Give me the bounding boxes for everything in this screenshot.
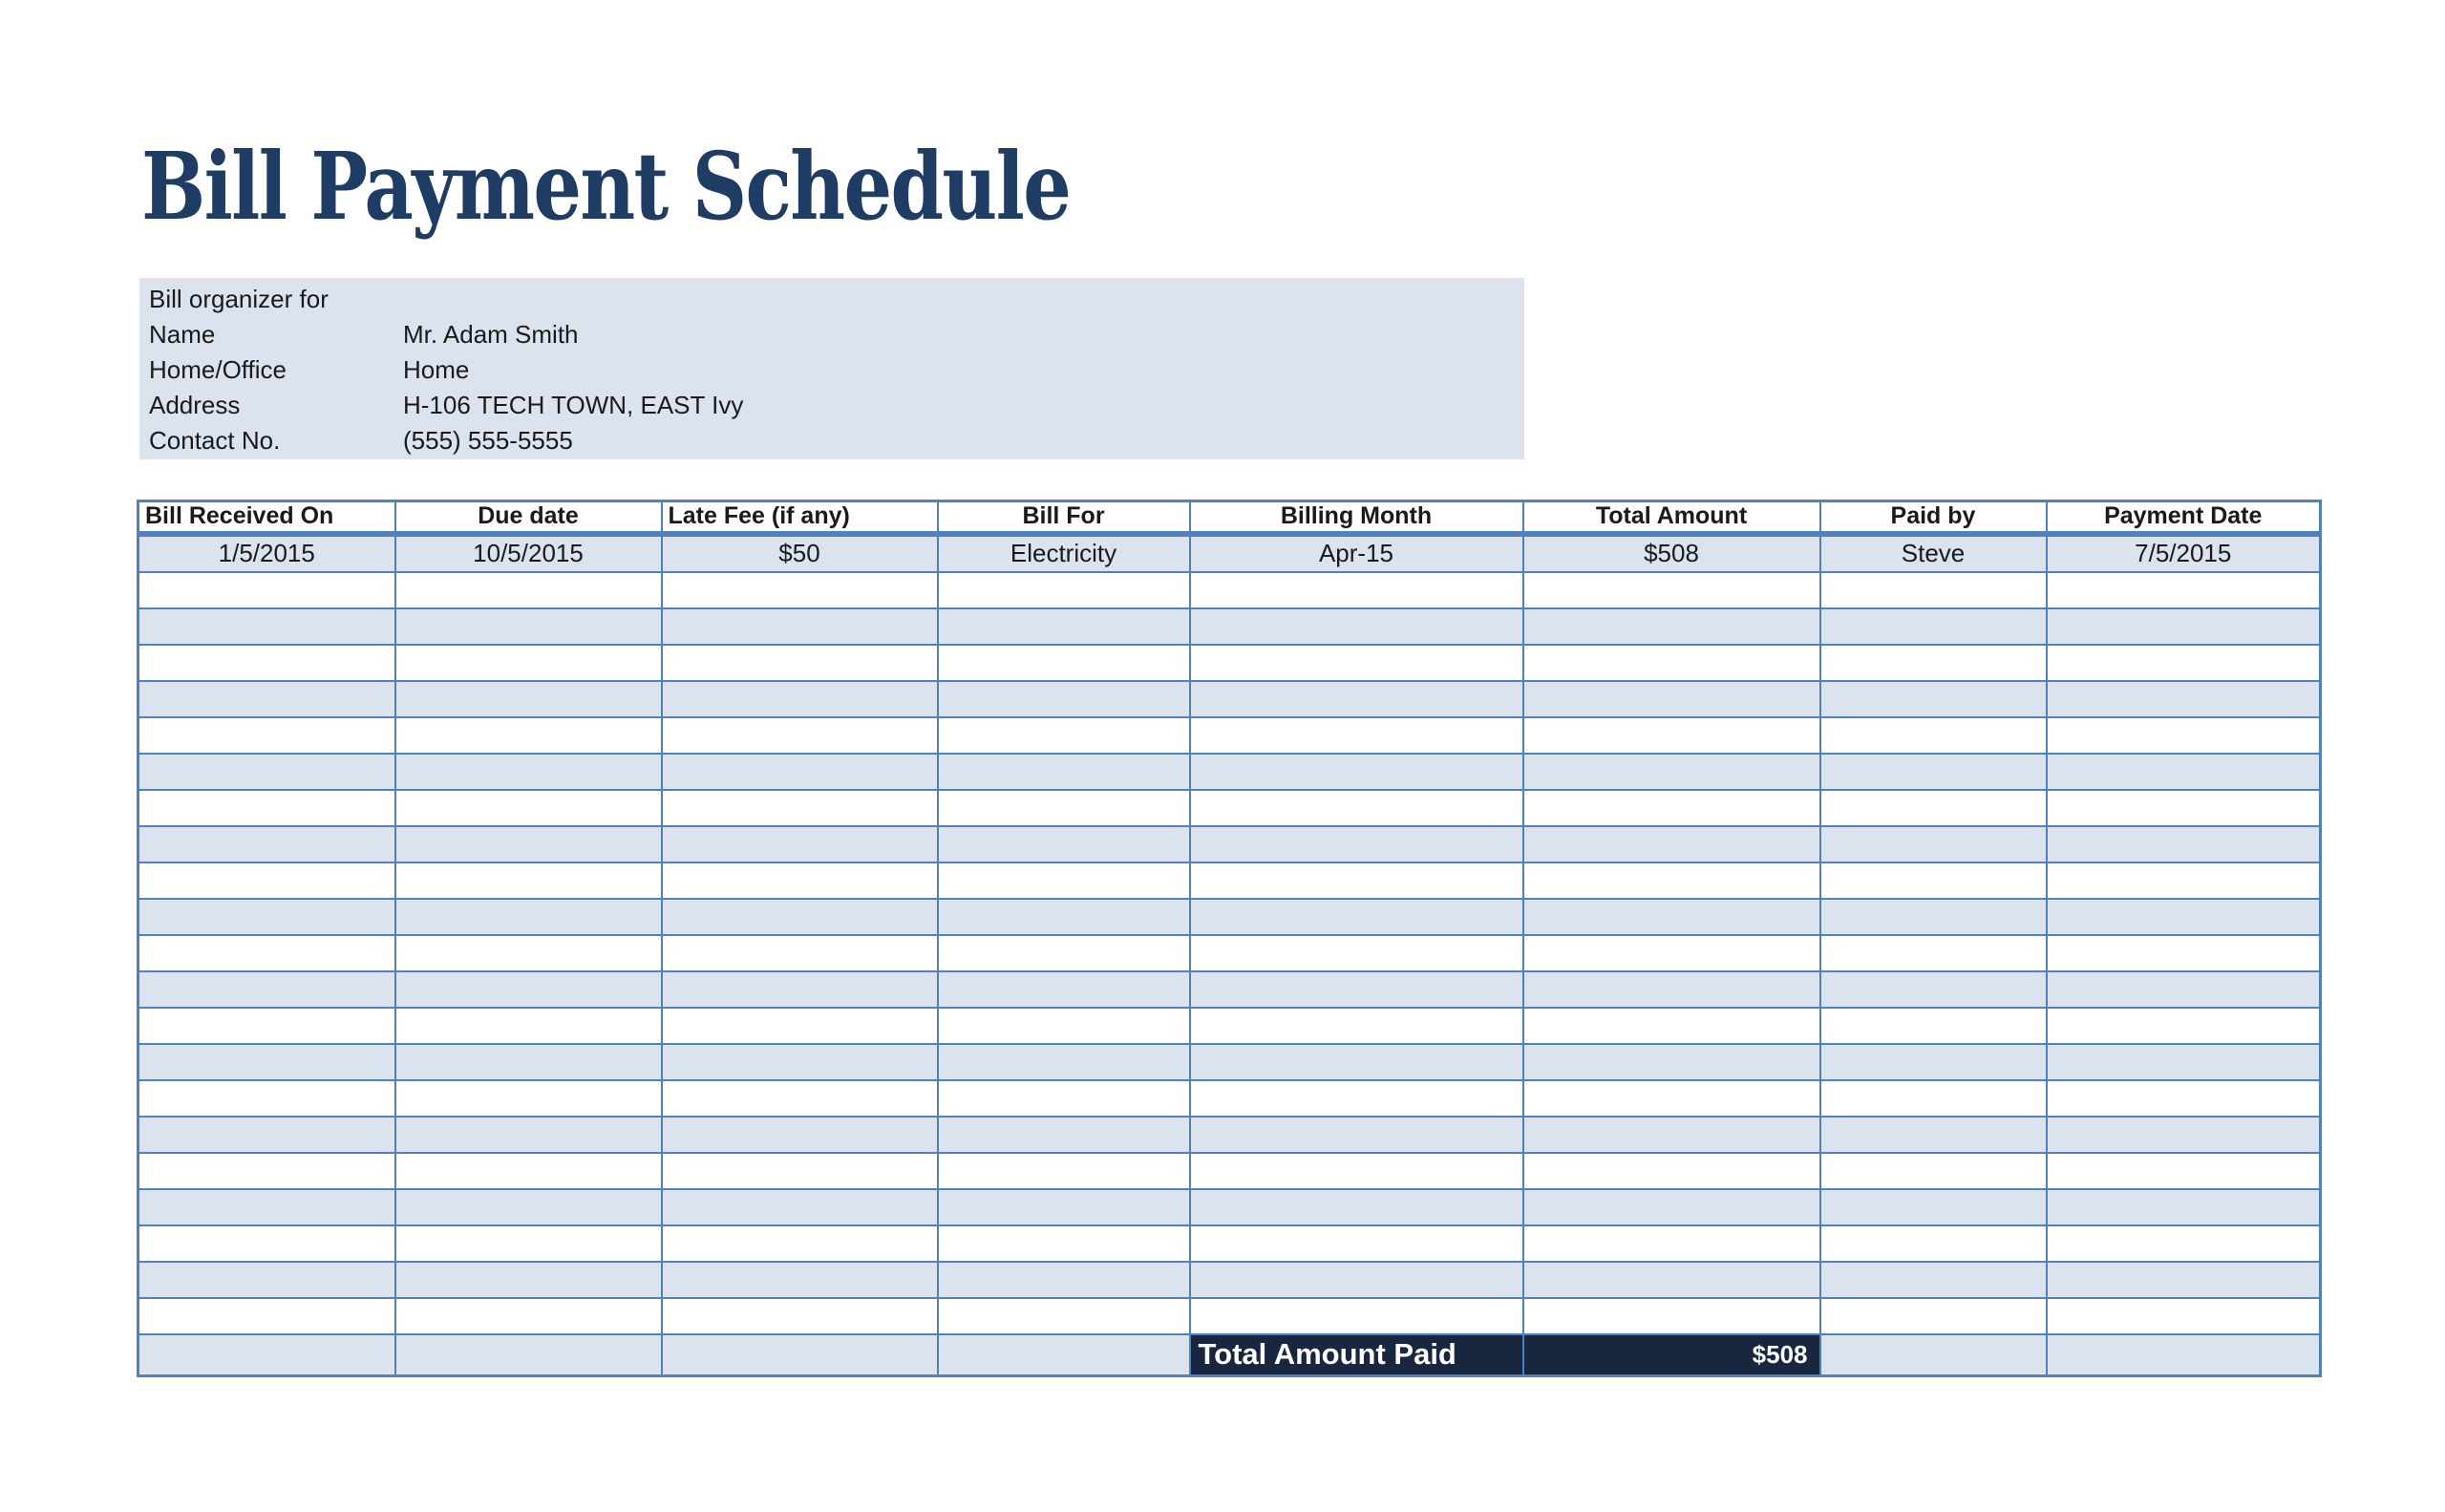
empty-cell: [2047, 645, 2321, 681]
empty-cell: [1523, 1298, 1820, 1334]
empty-cell: [938, 1225, 1190, 1262]
empty-cell: [138, 608, 395, 645]
organizer-field-value: Home: [403, 355, 470, 384]
empty-cell: [395, 717, 662, 754]
empty-cell: [938, 1334, 1190, 1376]
empty-cell: [662, 1044, 938, 1080]
empty-row: [138, 717, 2321, 754]
empty-cell: [1523, 1117, 1820, 1153]
empty-row: [138, 1153, 2321, 1189]
empty-cell: [662, 754, 938, 790]
column-header: Bill Received On: [138, 501, 395, 534]
empty-cell: [1190, 826, 1523, 862]
empty-cell: [138, 935, 395, 971]
organizer-field-value: H-106 TECH TOWN, EAST Ivy: [403, 391, 744, 419]
empty-row: [138, 681, 2321, 717]
organizer-field-label: Home/Office: [149, 355, 287, 384]
column-header: Paid by: [1820, 501, 2047, 534]
empty-cell: [1820, 717, 2047, 754]
empty-row: [138, 1008, 2321, 1044]
empty-cell: [938, 899, 1190, 935]
bill-organizer-panel: [139, 278, 1524, 459]
empty-cell: [938, 1189, 1190, 1225]
empty-cell: [1190, 1189, 1523, 1225]
cell: $50: [662, 534, 938, 572]
empty-row: [138, 1225, 2321, 1262]
empty-cell: [1523, 862, 1820, 899]
empty-cell: [138, 1153, 395, 1189]
empty-cell: [1820, 1153, 2047, 1189]
empty-cell: [395, 1044, 662, 1080]
empty-row: [138, 608, 2321, 645]
empty-row: [138, 1080, 2321, 1117]
empty-cell: [1820, 899, 2047, 935]
empty-cell: [138, 1117, 395, 1153]
cell: Electricity: [938, 534, 1190, 572]
empty-row: [138, 971, 2321, 1008]
empty-cell: [1190, 971, 1523, 1008]
empty-cell: [395, 645, 662, 681]
empty-cell: [662, 790, 938, 826]
empty-cell: [1190, 645, 1523, 681]
organizer-heading-row: [149, 282, 1524, 317]
empty-cell: [2047, 790, 2321, 826]
empty-row: [138, 1189, 2321, 1225]
empty-cell: [938, 1262, 1190, 1298]
organizer-field-row: [149, 352, 1524, 388]
empty-cell: [1190, 1298, 1523, 1334]
empty-cell: [138, 1080, 395, 1117]
empty-cell: [662, 1262, 938, 1298]
empty-cell: [1523, 1153, 1820, 1189]
empty-cell: [938, 754, 1190, 790]
empty-row: [138, 1298, 2321, 1334]
empty-cell: [1523, 1044, 1820, 1080]
empty-cell: [1820, 1044, 2047, 1080]
empty-cell: [395, 1225, 662, 1262]
empty-cell: [138, 790, 395, 826]
empty-cell: [662, 717, 938, 754]
empty-cell: [2047, 717, 2321, 754]
empty-cell: [395, 1334, 662, 1376]
empty-cell: [395, 1008, 662, 1044]
bill-schedule-table: [137, 500, 2322, 1377]
data-row: [138, 534, 2321, 572]
empty-row: [138, 754, 2321, 790]
empty-cell: [395, 1117, 662, 1153]
empty-cell: [138, 717, 395, 754]
empty-cell: [662, 971, 938, 1008]
empty-cell: [138, 971, 395, 1008]
empty-cell: [662, 899, 938, 935]
empty-cell: [1190, 1008, 1523, 1044]
cell: 10/5/2015: [395, 534, 662, 572]
column-header: Late Fee (if any): [662, 501, 938, 534]
column-header: Bill For: [938, 501, 1190, 534]
cell: $508: [1523, 534, 1820, 572]
organizer-field-row: [149, 423, 1524, 458]
table-header: [138, 501, 2321, 534]
empty-cell: [662, 572, 938, 608]
empty-cell: [662, 826, 938, 862]
empty-cell: [1190, 899, 1523, 935]
empty-cell: [2047, 572, 2321, 608]
empty-cell: [1190, 1044, 1523, 1080]
empty-row: [138, 1044, 2321, 1080]
empty-cell: [938, 1117, 1190, 1153]
organizer-heading: Bill organizer for: [149, 285, 329, 313]
empty-cell: [2047, 1080, 2321, 1117]
empty-cell: [395, 1262, 662, 1298]
total-row: [138, 1334, 2321, 1376]
empty-row: [138, 1262, 2321, 1298]
organizer-field-value: (555) 555-5555: [403, 426, 573, 455]
empty-cell: [938, 1298, 1190, 1334]
empty-cell: [1190, 935, 1523, 971]
total-amount-paid-value: $508: [1523, 1334, 1820, 1376]
organizer-field-label: Address: [149, 391, 241, 419]
empty-cell: [138, 754, 395, 790]
empty-row: [138, 862, 2321, 899]
empty-cell: [2047, 935, 2321, 971]
empty-cell: [662, 608, 938, 645]
empty-cell: [2047, 862, 2321, 899]
empty-cell: [1523, 645, 1820, 681]
empty-cell: [938, 717, 1190, 754]
empty-cell: [2047, 754, 2321, 790]
empty-cell: [938, 608, 1190, 645]
empty-cell: [1820, 572, 2047, 608]
empty-cell: [1523, 717, 1820, 754]
organizer-field-label: Name: [149, 320, 216, 349]
empty-cell: [2047, 1262, 2321, 1298]
empty-cell: [1820, 1225, 2047, 1262]
empty-cell: [938, 862, 1190, 899]
empty-cell: [2047, 1189, 2321, 1225]
organizer-field-row: [149, 317, 1524, 352]
empty-cell: [395, 862, 662, 899]
empty-cell: [395, 971, 662, 1008]
empty-cell: [1523, 608, 1820, 645]
empty-cell: [662, 1334, 938, 1376]
empty-cell: [2047, 1334, 2321, 1376]
empty-cell: [1820, 754, 2047, 790]
empty-cell: [1190, 681, 1523, 717]
column-header: Due date: [395, 501, 662, 534]
empty-cell: [395, 1080, 662, 1117]
bill-schedule-table-wrap: [137, 500, 2322, 1377]
empty-cell: [662, 1189, 938, 1225]
empty-cell: [1820, 862, 2047, 899]
empty-cell: [2047, 608, 2321, 645]
page-title: Bill Payment Schedule: [141, 132, 1071, 241]
empty-cell: [2047, 826, 2321, 862]
empty-cell: [662, 645, 938, 681]
empty-cell: [2047, 1298, 2321, 1334]
empty-cell: [395, 790, 662, 826]
empty-cell: [395, 608, 662, 645]
empty-cell: [2047, 1044, 2321, 1080]
empty-cell: [395, 754, 662, 790]
organizer-field-label: Contact No.: [149, 426, 281, 455]
empty-cell: [662, 681, 938, 717]
empty-cell: [395, 1189, 662, 1225]
empty-cell: [395, 1153, 662, 1189]
empty-row: [138, 899, 2321, 935]
empty-cell: [1523, 826, 1820, 862]
empty-cell: [938, 1153, 1190, 1189]
empty-cell: [138, 1189, 395, 1225]
empty-cell: [938, 935, 1190, 971]
empty-cell: [1523, 899, 1820, 935]
empty-cell: [662, 1008, 938, 1044]
empty-cell: [395, 572, 662, 608]
empty-cell: [395, 826, 662, 862]
empty-cell: [395, 681, 662, 717]
empty-cell: [1820, 826, 2047, 862]
empty-cell: [1820, 1117, 2047, 1153]
table-body: [138, 534, 2321, 1376]
empty-cell: [138, 681, 395, 717]
empty-cell: [938, 645, 1190, 681]
empty-cell: [662, 935, 938, 971]
empty-cell: [138, 572, 395, 608]
empty-cell: [1190, 608, 1523, 645]
empty-cell: [1523, 935, 1820, 971]
empty-cell: [1190, 754, 1523, 790]
empty-cell: [1190, 790, 1523, 826]
empty-cell: [138, 1334, 395, 1376]
empty-cell: [1820, 681, 2047, 717]
cell: 1/5/2015: [138, 534, 395, 572]
empty-cell: [1190, 1117, 1523, 1153]
empty-cell: [1190, 1080, 1523, 1117]
empty-cell: [662, 862, 938, 899]
total-amount-paid-label: Total Amount Paid: [1190, 1334, 1523, 1376]
empty-cell: [938, 826, 1190, 862]
empty-cell: [138, 645, 395, 681]
empty-cell: [395, 1298, 662, 1334]
empty-cell: [2047, 1117, 2321, 1153]
empty-cell: [1523, 1080, 1820, 1117]
column-header: Billing Month: [1190, 501, 1523, 534]
empty-cell: [662, 1117, 938, 1153]
empty-cell: [1523, 790, 1820, 826]
empty-cell: [1190, 1153, 1523, 1189]
empty-cell: [1820, 608, 2047, 645]
empty-cell: [938, 572, 1190, 608]
empty-cell: [1820, 1298, 2047, 1334]
empty-row: [138, 935, 2321, 971]
empty-cell: [1820, 1080, 2047, 1117]
empty-cell: [2047, 1153, 2321, 1189]
column-header: Payment Date: [2047, 501, 2321, 534]
empty-cell: [938, 790, 1190, 826]
empty-row: [138, 645, 2321, 681]
organizer-field-value: Mr. Adam Smith: [403, 320, 579, 349]
empty-row: [138, 572, 2321, 608]
empty-cell: [662, 1225, 938, 1262]
empty-cell: [138, 899, 395, 935]
header-row: [138, 501, 2321, 534]
empty-row: [138, 826, 2321, 862]
empty-cell: [138, 1298, 395, 1334]
empty-cell: [662, 1153, 938, 1189]
empty-row: [138, 1117, 2321, 1153]
cell: 7/5/2015: [2047, 534, 2321, 572]
empty-cell: [1523, 1262, 1820, 1298]
empty-cell: [2047, 1225, 2321, 1262]
empty-cell: [1190, 572, 1523, 608]
empty-cell: [1820, 971, 2047, 1008]
empty-cell: [138, 1008, 395, 1044]
empty-cell: [938, 1008, 1190, 1044]
empty-cell: [1523, 754, 1820, 790]
empty-cell: [938, 681, 1190, 717]
empty-cell: [1190, 1225, 1523, 1262]
empty-cell: [1523, 1008, 1820, 1044]
empty-cell: [138, 1044, 395, 1080]
empty-cell: [1523, 1225, 1820, 1262]
empty-cell: [662, 1298, 938, 1334]
empty-cell: [395, 935, 662, 971]
cell: Steve: [1820, 534, 2047, 572]
empty-cell: [2047, 681, 2321, 717]
empty-cell: [1523, 681, 1820, 717]
empty-cell: [138, 826, 395, 862]
organizer-field-row: [149, 388, 1524, 423]
empty-cell: [1820, 1334, 2047, 1376]
empty-cell: [1820, 1189, 2047, 1225]
empty-cell: [1820, 1262, 2047, 1298]
empty-cell: [938, 1080, 1190, 1117]
cell: Apr-15: [1190, 534, 1523, 572]
empty-cell: [938, 1044, 1190, 1080]
empty-cell: [395, 899, 662, 935]
empty-cell: [2047, 1008, 2321, 1044]
empty-cell: [1523, 971, 1820, 1008]
empty-cell: [2047, 971, 2321, 1008]
empty-cell: [138, 862, 395, 899]
empty-cell: [1820, 645, 2047, 681]
empty-cell: [938, 971, 1190, 1008]
empty-cell: [1820, 1008, 2047, 1044]
empty-cell: [2047, 899, 2321, 935]
empty-cell: [1190, 1262, 1523, 1298]
empty-cell: [1820, 790, 2047, 826]
empty-cell: [662, 1080, 938, 1117]
empty-cell: [1820, 935, 2047, 971]
empty-cell: [1190, 862, 1523, 899]
empty-cell: [1190, 717, 1523, 754]
empty-cell: [1523, 1189, 1820, 1225]
empty-cell: [138, 1225, 395, 1262]
empty-cell: [138, 1262, 395, 1298]
empty-cell: [1523, 572, 1820, 608]
empty-row: [138, 790, 2321, 826]
column-header: Total Amount: [1523, 501, 1820, 534]
